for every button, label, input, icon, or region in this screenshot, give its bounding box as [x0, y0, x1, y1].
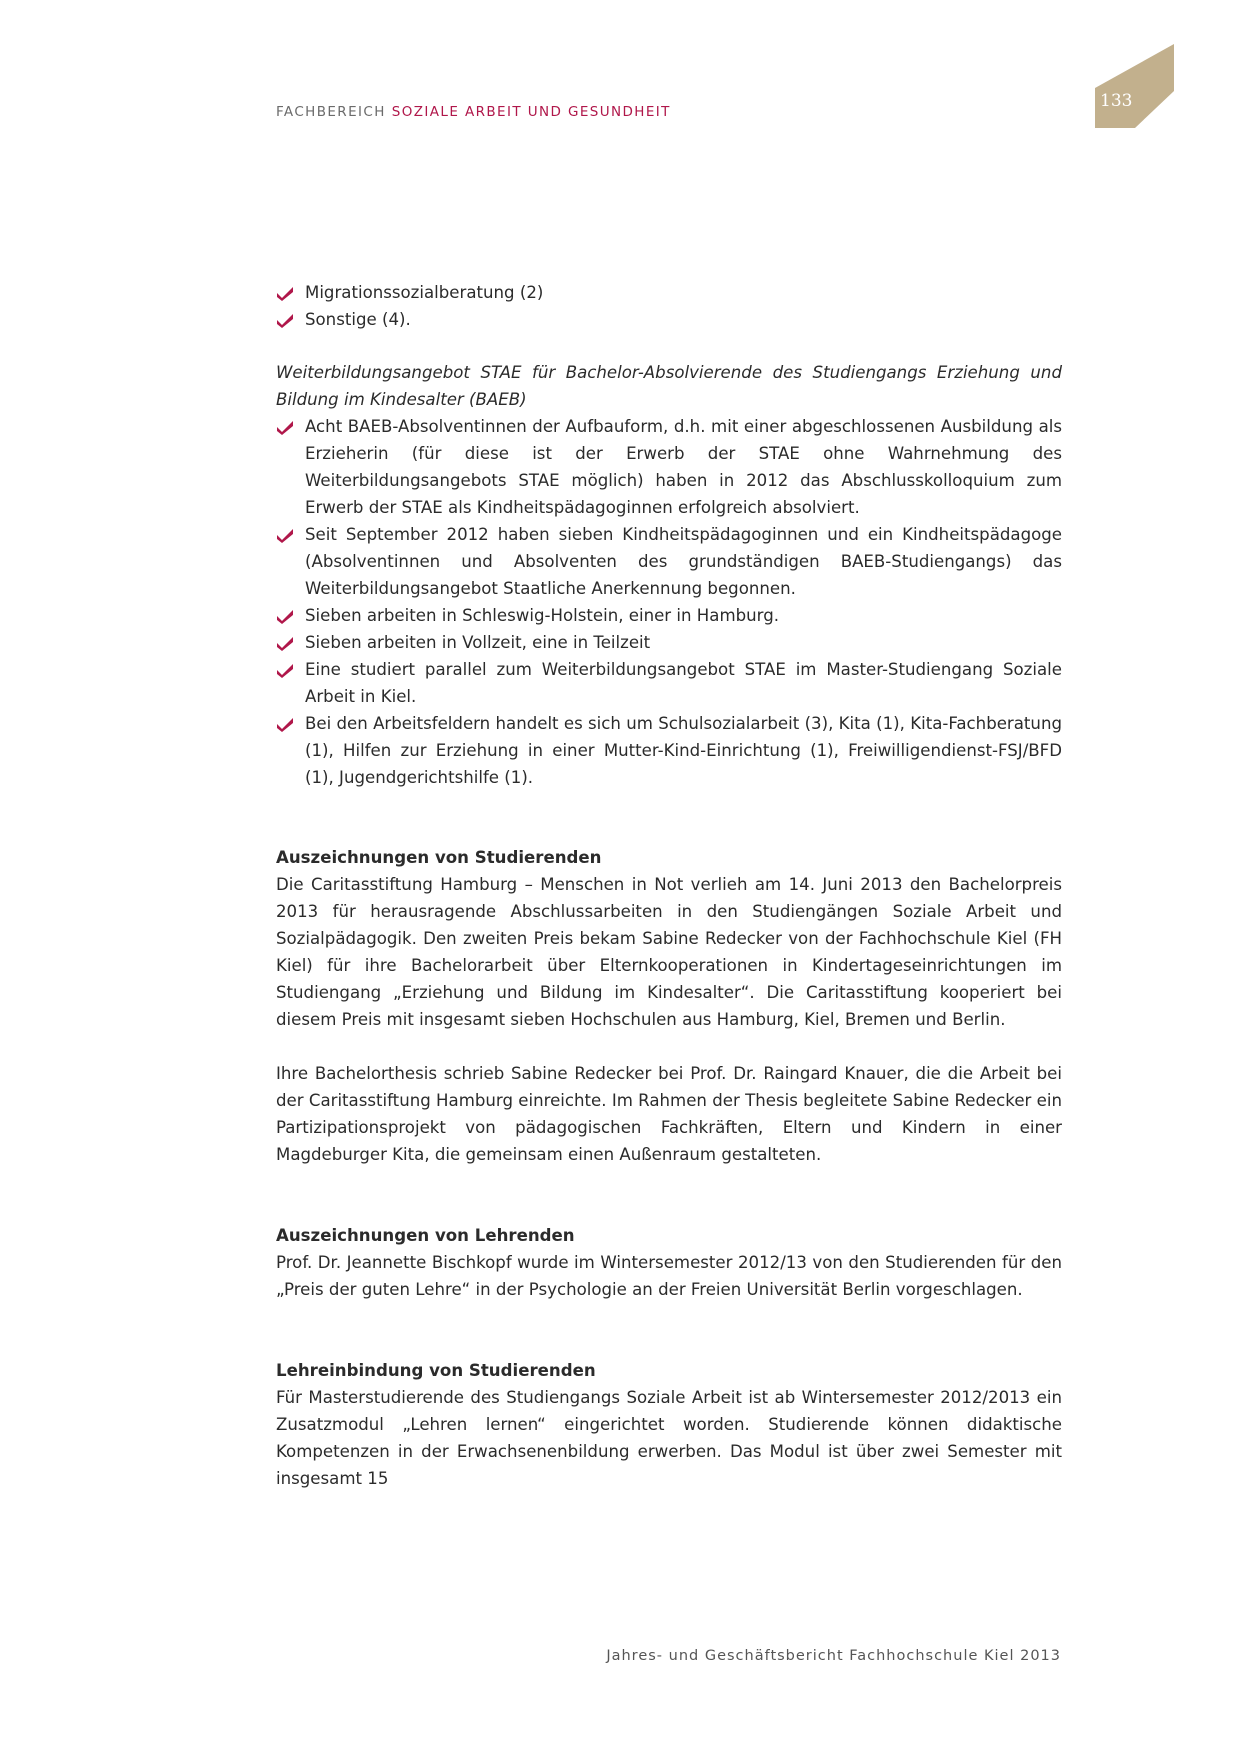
paragraph: Ihre Bachelorthesis schrieb Sabine Redecker bei Prof. Dr. Raingard Knauer, die die Arbeit bei der Caritasstiftung Hamburg einreichte. Im Rahmen der Thesis begleitete Sabine Redecker ein Partizipationsprojekt von pädagogischen Fachkräften, Eltern und Kindern in einer Magdeburger Kita, die gemeinsam einen Außenraum gestalteten. — [276, 1064, 1062, 1164]
check-icon — [276, 285, 294, 301]
paragraph: Die Caritasstiftung Hamburg – Menschen in Not verlieh am 14. Juni 2013 den Bachelorpreis 2013 für herausragende Abschlussarbeiten in den Studiengängen Soziale Arbeit und Sozialpädagogik. Den zweiten Preis bekam Sabine Redecker von der Fachhochschule Kiel (FH Kiel) für ihre Bachelorarbeit über Elternkooperationen in Kindertageseinrichtungen im Studiengang „Erziehung und Bildung im Kindesalter“. Die Caritasstiftung kooperiert bei diesem Preis mit insgesamt sieben Hochschulen aus Hamburg, Kiel, Bremen und Berlin. — [276, 875, 1062, 1029]
list-item — [276, 521, 1062, 602]
paragraph: Prof. Dr. Jeannette Bischkopf wurde im Wintersemester 2012/13 von den Studierenden für den „Preis der guten Lehre“ in der Psychologie an der Freien Universität Berlin vorgeschlagen. — [276, 1253, 1062, 1299]
check-icon — [276, 312, 294, 328]
paragraph: Für Masterstudierende des Studiengangs Soziale Arbeit ist ab Wintersemester 2012/2013 ein Zusatzmodul „Lehren lernen“ eingerichtet worden. Studierende können didaktische Kompetenzen in der Erwachsenenbildung erwerben. Das Modul ist über zwei Semester mit insgesamt 15 — [276, 1388, 1062, 1488]
top-bullet-list — [276, 279, 1062, 333]
top-list-section — [276, 279, 1062, 333]
check-icon — [276, 527, 294, 543]
page-footer: Jahres- und Geschäftsbericht Fachhochschule Kiel 2013 — [606, 1648, 1061, 1664]
list-item-text: Acht BAEB-Absolventinnen der Aufbauform, d.h. mit einer abgeschlossenen Ausbildung als Erzieherin (für diese ist der Erwerb der STAE ohne Wahrnehmung des Weiterbildungsangebots STAE möglich) haben in 2012 das Abschlusskolloquium zum Erwerb der STAE als Kindheitspädagoginnen erfolgreich absolviert. — [305, 417, 1062, 517]
list-item — [276, 306, 1062, 333]
check-icon — [276, 635, 294, 651]
check-icon — [276, 662, 294, 678]
teaching-section — [276, 1357, 1062, 1492]
section-label: FACHBEREICH — [276, 104, 386, 120]
page-tab-shape — [1095, 44, 1174, 128]
list-item — [276, 629, 1062, 656]
running-header — [276, 104, 671, 120]
list-item-text: Seit September 2012 haben sieben Kindheitspädagoginnen und ein Kindheitspädagoge (Absolventinnen und Absolventen des grundständigen BAEB-Studiengangs) das Weiterbildungsangebot Staatliche Anerkennung begonnen. — [305, 525, 1062, 598]
section-name: SOZIALE ARBEIT UND GESUNDHEIT — [391, 104, 671, 120]
list-item — [276, 279, 1062, 306]
check-icon — [276, 419, 294, 435]
check-icon — [276, 716, 294, 732]
list-item-text: Sieben arbeiten in Vollzeit, eine in Teilzeit — [305, 633, 651, 652]
page-number: 133 — [1100, 91, 1133, 111]
list-item — [276, 602, 1062, 629]
list-item — [276, 656, 1062, 710]
list-item-text: Sonstige (4). — [305, 310, 411, 329]
list-item-text: Eine studiert parallel zum Weiterbildungsangebot STAE im Master-Studiengang Soziale Arbeit in Kiel. — [305, 660, 1062, 706]
baeb-section — [276, 359, 1062, 791]
page-number-tab — [1095, 44, 1185, 128]
awards-teachers-section — [276, 1222, 1062, 1303]
list-item — [276, 413, 1062, 521]
list-item — [276, 710, 1062, 791]
check-icon — [276, 608, 294, 624]
baeb-title: Weiterbildungsangebot STAE für Bachelor-Absolvierende des Studiengangs Erziehung und Bildung im Kindesalter (BAEB) — [276, 363, 1062, 409]
list-item-text: Migrationssozialberatung (2) — [305, 283, 544, 302]
section-heading: Auszeichnungen von Studierenden — [276, 848, 602, 867]
section-heading: Auszeichnungen von Lehrenden — [276, 1226, 575, 1245]
list-item-text: Sieben arbeiten in Schleswig-Holstein, einer in Hamburg. — [305, 606, 779, 625]
list-item-text: Bei den Arbeitsfeldern handelt es sich um Schulsozialarbeit (3), Kita (1), Kita-Fachberatung (1), Hilfen zur Erziehung in einer Mutter-Kind-Einrichtung (1), Freiwilligendienst-FSJ/BFD (1), Jugendgerichtshilfe (1). — [305, 714, 1062, 787]
section-heading: Lehreinbindung von Studierenden — [276, 1361, 596, 1380]
awards-students-section — [276, 844, 1062, 1168]
baeb-bullet-list — [276, 413, 1062, 791]
